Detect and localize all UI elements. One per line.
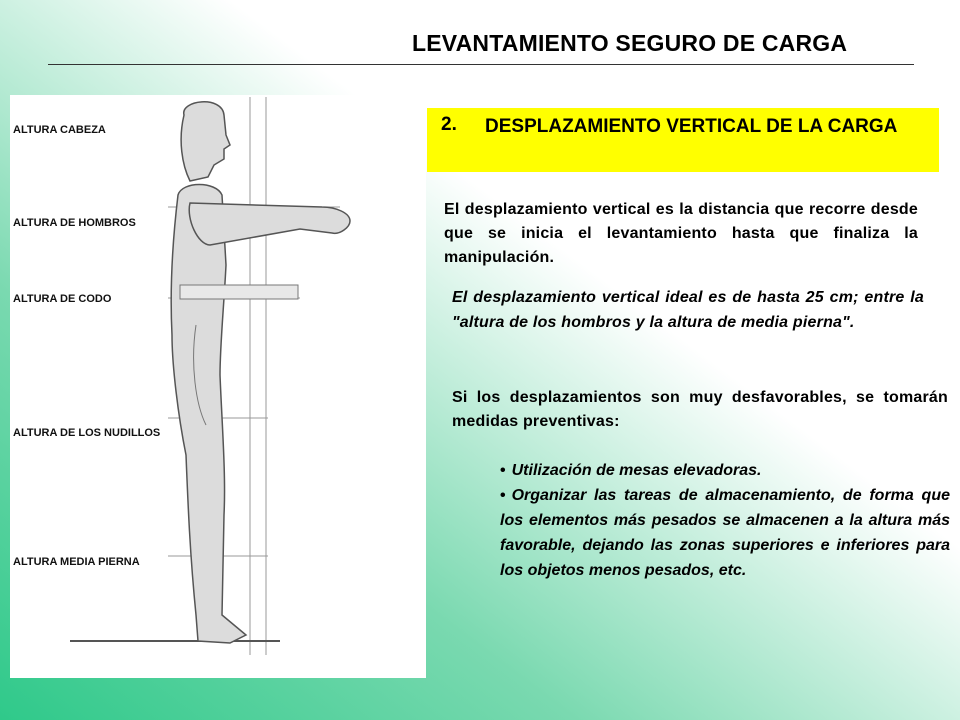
label-midleg-height: ALTURA MEDIA PIERNA xyxy=(13,556,140,568)
label-head-height: ALTURA CABEZA xyxy=(13,124,106,136)
list-item-text: Utilización de mesas elevadoras. xyxy=(511,462,762,479)
list-item-text: Organizar las tareas de almacenamiento, de forma que los elementos más pesados se almacenen a la altura más favorable, dejando las zonas superiores e inferiores para los objetos menos pesados, etc. xyxy=(500,487,950,579)
body-heights-figure xyxy=(10,95,426,678)
standing-figure-illustration xyxy=(10,95,426,678)
head-shape xyxy=(181,102,230,181)
list-item xyxy=(500,483,950,583)
title-divider xyxy=(48,64,914,65)
ideal-range-paragraph: El desplazamiento vertical ideal es de hasta 25 cm; entre la "altura de los hombros y la altura de media pierna". xyxy=(452,289,924,331)
section-title: DESPLAZAMIENTO VERTICAL DE LA CARGA xyxy=(485,116,898,137)
label-knuckle-height: ALTURA DE LOS NUDILLOS xyxy=(13,427,161,439)
list-item xyxy=(500,458,950,483)
preventive-measures-list xyxy=(500,458,950,583)
torso-leg-shape xyxy=(171,185,246,644)
label-shoulder-height: ALTURA DE HOMBROS xyxy=(13,217,136,229)
body-silhouette xyxy=(171,102,350,643)
slide-title: LEVANTAMIENTO SEGURO DE CARGA xyxy=(412,30,848,56)
bullet-marker: • xyxy=(500,487,506,504)
bullet-marker: • xyxy=(500,462,506,479)
elbow-bar xyxy=(180,285,298,299)
section-header xyxy=(427,108,939,172)
definition-paragraph: El desplazamiento vertical es la distancia que recorre desde que se inicia el levantamiento hasta que finaliza la manipulación. xyxy=(444,201,918,266)
label-elbow-height: ALTURA DE CODO xyxy=(13,293,112,305)
arm-shape xyxy=(189,203,350,245)
section-number: 2. xyxy=(441,114,457,135)
unfavorable-paragraph: Si los desplazamientos son muy desfavorables, se tomarán medidas preventivas: xyxy=(452,389,948,430)
